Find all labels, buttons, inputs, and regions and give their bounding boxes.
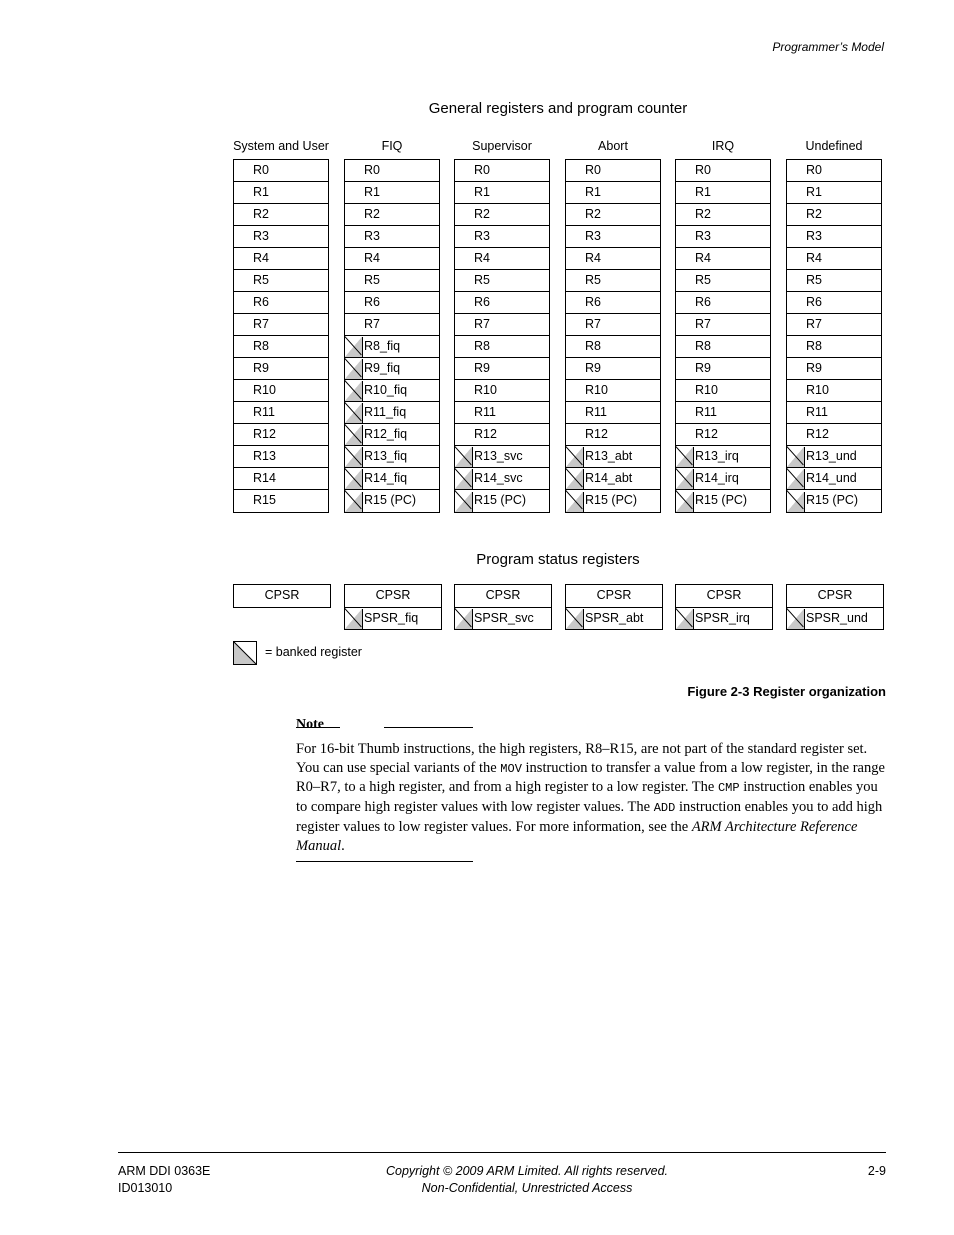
banked-register-cell: R10_fiq: [345, 380, 439, 402]
reference-title: ARM Architecture Reference Manual: [296, 818, 858, 854]
register-column: [233, 159, 329, 513]
register-cell: R9: [787, 358, 881, 380]
mode-header: System and User: [233, 139, 329, 153]
general-registers-heading: General registers and program counter: [428, 100, 688, 117]
status-register-column: [786, 584, 884, 630]
spsr-cell: SPSR_und: [787, 607, 883, 629]
cpsr-cell: CPSR: [817, 588, 853, 602]
register-cell: R1: [676, 182, 770, 204]
register-cell: R3: [676, 226, 770, 248]
register-cell: R12: [787, 424, 881, 446]
register-cell: R5: [234, 270, 328, 292]
figure-caption: Figure 2-3 Register organization: [687, 684, 886, 699]
note-body: For 16-bit Thumb instructions, the high registers, R8–R15, are not part of the standard register set. You can use special variants of the MOV instruction to transfer a value from a low register, in the range R0–R7, to a high register, and from a high register to a low register. The CMP instruction enables you to compare high register values with low register values. The ADD instruction enables you to add high register values to low register values. For more information, see the ARM Architecture Reference Manual.: [296, 741, 885, 854]
register-column: [344, 159, 440, 513]
register-cell: R10: [234, 380, 328, 402]
register-cell: R1: [566, 182, 660, 204]
register-cell: R6: [787, 292, 881, 314]
register-cell: R11: [234, 402, 328, 424]
register-cell: R7: [676, 314, 770, 336]
banked-register-cell: R13_irq: [676, 446, 770, 468]
register-cell: R0: [455, 160, 549, 182]
register-cell: R1: [787, 182, 881, 204]
cpsr-cell: CPSR: [264, 588, 300, 602]
register-cell: R11: [566, 402, 660, 424]
register-cell: R11: [787, 402, 881, 424]
register-cell: R4: [566, 248, 660, 270]
register-column: [454, 159, 550, 513]
register-cell: R13: [234, 446, 328, 468]
banked-register-cell: R14_irq: [676, 468, 770, 490]
running-header: Programmer’s Model: [772, 40, 884, 54]
register-cell: R12: [234, 424, 328, 446]
code-add: ADD: [653, 801, 676, 816]
register-cell: R12: [455, 424, 549, 446]
status-register-column: [565, 584, 663, 630]
register-cell: R14: [234, 468, 328, 490]
register-column: [786, 159, 882, 513]
banked-register-cell: R15 (PC): [787, 490, 881, 512]
note-rule-right: [384, 727, 473, 728]
banked-register-cell: R13_und: [787, 446, 881, 468]
register-cell: R5: [345, 270, 439, 292]
spsr-cell: SPSR_abt: [566, 607, 662, 629]
cpsr-cell: CPSR: [706, 588, 742, 602]
register-cell: R2: [455, 204, 549, 226]
register-cell: R2: [787, 204, 881, 226]
status-register-column: [454, 584, 552, 630]
mode-header: FIQ: [381, 139, 403, 153]
register-cell: R9: [455, 358, 549, 380]
register-cell: R8: [787, 336, 881, 358]
register-cell: R6: [234, 292, 328, 314]
banked-register-cell: R14_svc: [455, 468, 549, 490]
banked-register-cell: R14_abt: [566, 468, 660, 490]
register-cell: R4: [234, 248, 328, 270]
banked-register-legend-icon: [233, 641, 257, 665]
register-cell: R3: [345, 226, 439, 248]
register-cell: R4: [676, 248, 770, 270]
register-cell: R3: [566, 226, 660, 248]
register-cell: R6: [455, 292, 549, 314]
register-cell: R9: [234, 358, 328, 380]
copyright: Copyright © 2009 ARM Limited. All rights reserved.: [385, 1164, 668, 1178]
register-cell: R0: [566, 160, 660, 182]
register-cell: R2: [234, 204, 328, 226]
register-cell: R11: [455, 402, 549, 424]
code-cmp: CMP: [717, 781, 740, 796]
register-cell: R7: [234, 314, 328, 336]
banked-register-cell: R15 (PC): [566, 490, 660, 512]
banked-register-cell: R12_fiq: [345, 424, 439, 446]
banked-register-cell: R15 (PC): [676, 490, 770, 512]
mode-header: IRQ: [711, 139, 735, 153]
register-cell: R1: [345, 182, 439, 204]
issue-id: ID013010: [118, 1181, 173, 1195]
register-cell: R3: [234, 226, 328, 248]
register-cell: R12: [676, 424, 770, 446]
cpsr-cell: CPSR: [596, 588, 632, 602]
register-cell: R7: [345, 314, 439, 336]
register-cell: R7: [566, 314, 660, 336]
legend-label: = banked register: [265, 645, 362, 659]
banked-register-cell: R11_fiq: [345, 402, 439, 424]
register-cell: R6: [676, 292, 770, 314]
register-cell: R4: [345, 248, 439, 270]
register-cell: R3: [455, 226, 549, 248]
register-cell: R9: [566, 358, 660, 380]
banked-register-cell: R13_svc: [455, 446, 549, 468]
footer-rule: [118, 1152, 886, 1153]
code-mov: MOV: [500, 761, 522, 776]
register-cell: R0: [234, 160, 328, 182]
banked-register-cell: R13_abt: [566, 446, 660, 468]
register-cell: R5: [566, 270, 660, 292]
banked-register-cell: R13_fiq: [345, 446, 439, 468]
status-register-column: [233, 584, 331, 608]
register-cell: R5: [676, 270, 770, 292]
register-cell: R8: [566, 336, 660, 358]
cpsr-cell: CPSR: [485, 588, 521, 602]
spsr-cell: SPSR_svc: [455, 607, 551, 629]
register-cell: R5: [455, 270, 549, 292]
doc-id: ARM DDI 0363E: [118, 1164, 211, 1178]
register-cell: R5: [787, 270, 881, 292]
mode-header: Abort: [598, 139, 628, 153]
register-cell: R9: [676, 358, 770, 380]
note-heading: Note: [296, 717, 324, 732]
register-column: [675, 159, 771, 513]
register-cell: R8: [234, 336, 328, 358]
banked-register-cell: R15 (PC): [455, 490, 549, 512]
cpsr-cell: CPSR: [375, 588, 411, 602]
register-cell: R1: [455, 182, 549, 204]
register-cell: R7: [787, 314, 881, 336]
register-cell: R10: [676, 380, 770, 402]
banked-register-cell: R14_fiq: [345, 468, 439, 490]
register-cell: R0: [787, 160, 881, 182]
banked-register-cell: R14_und: [787, 468, 881, 490]
register-cell: R12: [566, 424, 660, 446]
register-cell: R6: [345, 292, 439, 314]
register-cell: R10: [787, 380, 881, 402]
note-rule-bottom: [296, 861, 473, 862]
register-cell: R10: [455, 380, 549, 402]
spsr-cell: SPSR_irq: [676, 607, 772, 629]
register-cell: R11: [676, 402, 770, 424]
status-registers-heading: Program status registers: [476, 551, 640, 568]
page-number: 2-9: [867, 1164, 886, 1178]
register-cell: R8: [676, 336, 770, 358]
register-cell: R7: [455, 314, 549, 336]
register-cell: R0: [345, 160, 439, 182]
register-cell: R2: [566, 204, 660, 226]
status-register-column: [675, 584, 773, 630]
register-cell: R15: [253, 493, 276, 507]
register-cell: R3: [787, 226, 881, 248]
register-cell: R6: [566, 292, 660, 314]
register-cell: R0: [676, 160, 770, 182]
mode-header: Supervisor: [472, 139, 532, 153]
register-cell: R8: [455, 336, 549, 358]
access-notice: Non-Confidential, Unrestricted Access: [421, 1181, 633, 1195]
footer-center: [330, 1163, 724, 1197]
register-cell: R4: [455, 248, 549, 270]
register-cell: R10: [566, 380, 660, 402]
status-register-column: [344, 584, 442, 630]
banked-register-cell: R15 (PC): [345, 490, 439, 512]
register-column: [565, 159, 661, 513]
register-cell: R2: [345, 204, 439, 226]
footer-left: [118, 1163, 210, 1197]
banked-register-cell: R9_fiq: [345, 358, 439, 380]
register-cell: R1: [234, 182, 328, 204]
mode-header: Undefined: [805, 139, 863, 153]
register-cell: R2: [676, 204, 770, 226]
register-cell: R4: [787, 248, 881, 270]
spsr-cell: SPSR_fiq: [345, 607, 441, 629]
banked-register-cell: R8_fiq: [345, 336, 439, 358]
